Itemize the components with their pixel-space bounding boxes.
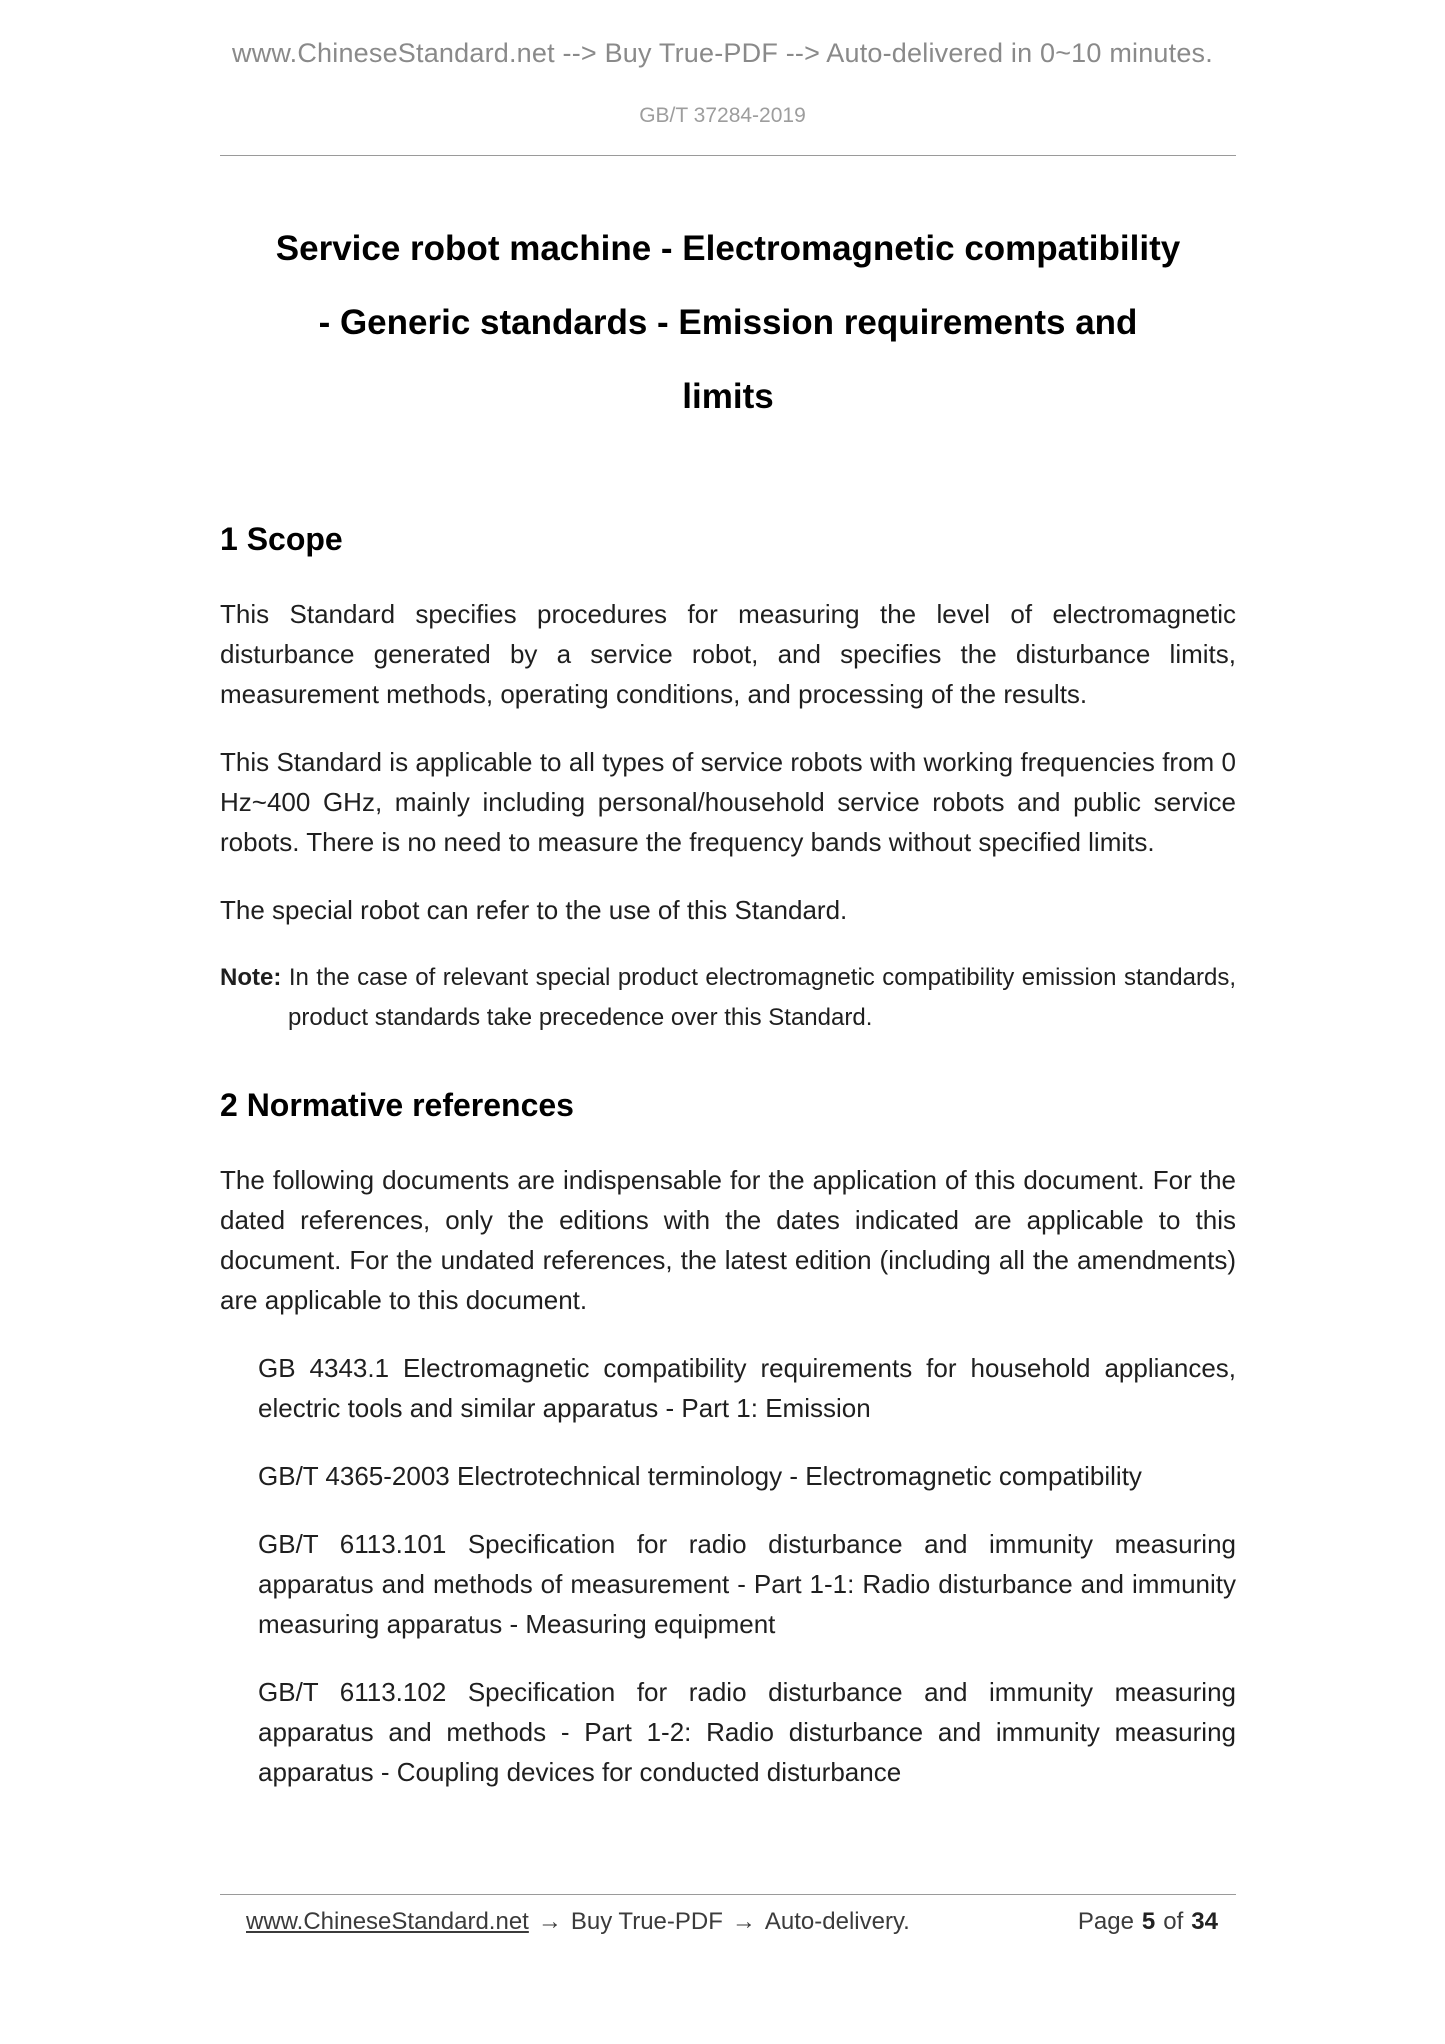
footer-arrow-1-icon: → [537,1908,562,1935]
footer-delivery-text: Auto-delivery. [764,1908,910,1935]
document-content [220,156,1236,1792]
reference-item: GB/T 6113.101 Specification for radio disturbance and immunity measuring apparatus and methods of measurement - Part 1-1: Radio disturbance and immunity measuring apparatus - Measuring equipment [258,1529,1236,1639]
section-heading-normative-references: 2 Normative references [220,1087,574,1123]
footer-left [246,1908,910,1936]
page-of-label: of [1163,1908,1184,1935]
note-label: Note: [220,964,282,991]
page-total: 34 [1191,1908,1218,1935]
title-line-3: limits [682,377,774,416]
reference-item: GB 4343.1 Electromagnetic compatibility requirements for household appliances, electric tools and similar apparatus - Part 1: Emission [258,1353,1236,1423]
footer-site-link[interactable]: www.ChineseStandard.net [246,1908,529,1935]
scope-paragraph-3: The special robot can refer to the use of this Standard. [220,895,848,925]
header-banner: www.ChineseStandard.net --> Buy True-PDF --> Auto-delivered in 0~10 minutes. [232,38,1213,68]
footer-arrow-2-icon: → [731,1908,756,1935]
reference-item: GB/T 4365-2003 Electrotechnical terminology - Electromagnetic compatibility [258,1461,1142,1491]
section-heading-scope: 1 Scope [220,521,343,557]
scope-paragraph-1: This Standard specifies procedures for measuring the level of electromagnetic disturbance generated by a service robot, and specifies the disturbance limits, measurement methods, operating conditions, and processing of the results. [220,599,1236,709]
footer-buy-text: Buy True-PDF [570,1908,723,1935]
reference-item: GB/T 6113.102 Specification for radio disturbance and immunity measuring apparatus and methods - Part 1-2: Radio disturbance and immunity measuring apparatus - Coupling devices for conducted disturbance [258,1677,1236,1787]
normative-intro-paragraph: The following documents are indispensable for the application of this document. For the dated references, only the editions with the dates indicated are applicable to this document. For the undated references, the latest edition (including all the amendments) are applicable to this document. [220,1165,1236,1315]
title-line-1: Service robot machine - Electromagnetic compatibility [275,229,1181,268]
title-line-2: - Generic standards - Emission requirements and [318,303,1138,342]
page-label: Page [1077,1908,1134,1935]
scope-note [220,958,1236,1038]
footer-rule [220,1894,1236,1895]
page-current: 5 [1141,1908,1156,1935]
note-text: In the case of relevant special product electromagnetic compatibility emission standards, product standards take precedence over this Standard. [288,964,1237,1031]
footer-page-indicator [1078,1908,1218,1936]
page-footer [220,1908,1236,1936]
document-title [220,212,1236,434]
standard-number: GB/T 37284-2019 [639,104,806,127]
scope-paragraph-2: This Standard is applicable to all types of service robots with working frequencies from 0 Hz~400 GHz, mainly including personal/household service robots and public service robots. There is no need to measure the frequency bands without specified limits. [220,747,1236,857]
